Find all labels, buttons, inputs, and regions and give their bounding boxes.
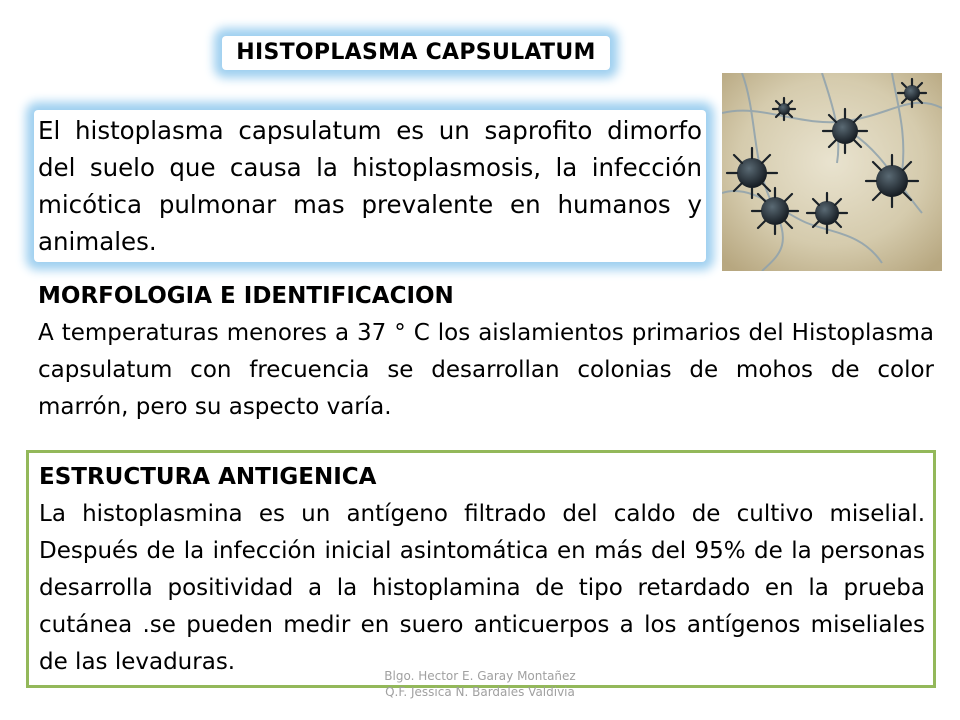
micrograph-image <box>722 73 942 271</box>
intro-paragraph: El histoplasma capsulatum es un saprofito dimorfo del suelo que causa la histoplasmosis, la infección micótica pulmonar mas prevalente en humanos y animales. <box>34 110 706 262</box>
antigenic-text: La histoplasmina es un antígeno filtrado del caldo de cultivo miselial. Después de la infección inicial asintomática en más del 95% de la personas desarrolla positividad a la histoplamina de tipo retardado en la prueba cutánea .se pueden medir en suero anticuerpos a los antígenos miseliales de las levaduras. <box>39 501 925 675</box>
footer-author-2: Q.F. Jessica N. Bardales Valdivia <box>385 685 575 699</box>
slide-footer <box>300 668 660 700</box>
footer-author-1: Blgo. Hector E. Garay Montañez <box>384 669 576 683</box>
antigenic-structure-box <box>26 450 936 688</box>
morphology-section <box>38 278 934 426</box>
morphology-heading: MORFOLOGIA E IDENTIFICACION <box>38 283 454 309</box>
morphology-text: A temperaturas menores a 37 ° C los aislamientos primarios del Histoplasma capsulatum con frecuencia se desarrollan colonias de mohos de color marrón, pero su aspecto varía. <box>38 320 934 420</box>
micrograph-drawing <box>722 73 942 271</box>
antigenic-heading: ESTRUCTURA ANTIGENICA <box>39 464 377 490</box>
slide-title: HISTOPLASMA CAPSULATUM <box>222 36 610 70</box>
antigenic-section <box>39 459 925 681</box>
